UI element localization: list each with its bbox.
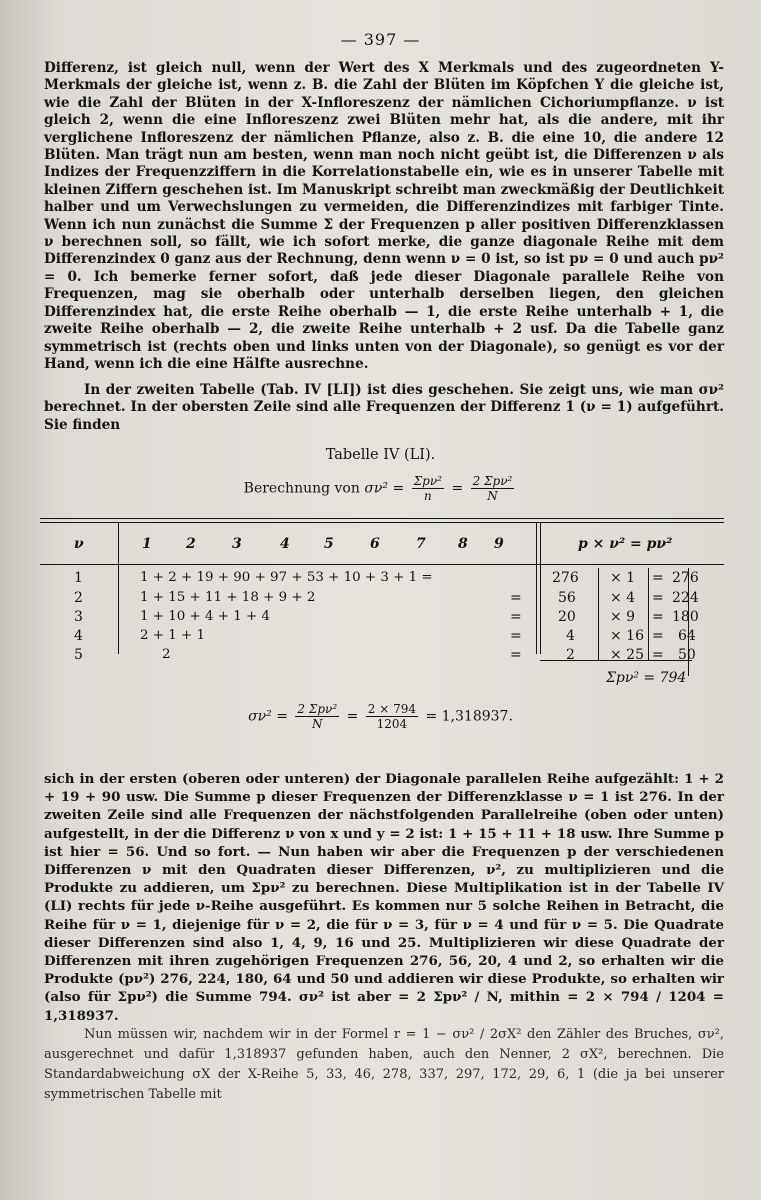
table-row-times: × 4: [610, 590, 636, 606]
table-header-nu: ν: [74, 536, 84, 552]
table-right-divider: [536, 522, 537, 654]
table-p-divider: [598, 568, 599, 660]
table-row-eq: =: [652, 590, 664, 606]
table-row-nu: 5: [74, 647, 83, 663]
paragraph-4: Nun müssen wir, nachdem wir in der Formel r = 1 − σν² / 2σX² den Zähler des Bruches, σν², ausgerechnet und dafür 1,318937 gefunden haben, auch den Nenner, 2 σX², berechnen. Die Standardabweichung σX der X-Reihe 5, 33, 46, 278, 337, 297, 172, 29, 6, 1 (die ja bei unserer symmetrischen Tabelle mit: [44, 1027, 724, 1102]
table-row-end: =: [510, 647, 522, 663]
table-row-nu: 2: [74, 590, 83, 606]
formula-fraction-2-numerator: 2 × 794: [367, 702, 417, 716]
table-header-product: p × ν² = pν²: [578, 536, 673, 552]
table-row-sum: 1 + 10 + 4 + 1 + 4: [140, 609, 271, 624]
table-row-nu: 1: [74, 570, 83, 586]
table-row-times: × 1: [610, 570, 636, 586]
formula-fraction-1: [295, 702, 339, 731]
paragraph-1: Differenz, ist gleich null, wenn der Wert des X Merkmals und des zugeordneten Y-Merkmals der gleiche ist, wenn z. B. die Zahl der Blüten im Köpfchen Y die gleiche ist, wie die Zahl der Blüten in der X-Infloreszenz der nämlichen Cichoriumpflanze. ν ist gleich 2, wenn die eine Infloreszenz zwei Blüten mehr hat, als die andere, mit ihr verglichene Infloreszenz der nämlichen Pflanze, also z. B. die eine 10, die andere 12 Blüten. Man trägt nun am besten, wenn man noch nicht geübt ist, die Differenzen ν als Indizes der Frequenzziffern in die Korrelationstabelle ein, wie es in unserer Tabelle mit kleinen Ziffern geschehen ist. Im Manuskript schreibt man zweckmäßig der Deutlichkeit halber und um Verwechslungen zu vermeiden, die Differenzindizes mit farbiger Tinte. Wenn ich nun zunächst die Summe Σ der Frequenzen p aller positiven Differenzklassen ν berechnen soll, so fällt, wie ich sofort merke, die ganze diagonale Reihe mit dem Differenzindex 0 ganz aus der Rechnung, denn wenn ν = 0 ist, so ist pν = 0 und auch pν² = 0. Ich bemerke ferner sofort, daß jede dieser Diagonale parallele Reihe von Frequenzen, mag sie oberhalb oder unterhalb derselben liegen, den gleichen Differenzindex hat, die erste Reihe oberhalb — 1, die erste Reihe unterhalb + 1, die zweite Reihe oberhalb — 2, die zweite Reihe unterhalb + 2 usf. Da die Tabelle ganz symmetrisch ist (rechts oben und links unten von der Diagonale), so genügt es vor der Hand, wenn ich die eine Hälfte ausrechne.: [44, 60, 724, 372]
table-caption-fraction-1: [412, 474, 444, 503]
formula-fraction-2-denominator: 1204: [376, 717, 408, 731]
table-row-eq: =: [652, 647, 664, 663]
formula-lhs: σν² =: [248, 708, 288, 725]
table-row-result: 50: [678, 647, 696, 663]
table-header-col: 6: [370, 536, 380, 552]
formula-fraction-1-numerator: 2 Σpν²: [297, 702, 338, 716]
table-row-nu: 3: [74, 609, 83, 625]
table-row-sum: 1 + 15 + 11 + 18 + 9 + 2: [140, 590, 316, 605]
table-row-result: 64: [678, 628, 696, 644]
formula-equals: =: [346, 708, 359, 725]
table-header-rule: [40, 564, 724, 565]
table-row-sum: 2 + 1 + 1: [140, 628, 206, 643]
table-row-eq: =: [652, 609, 664, 625]
table-header-col: 3: [232, 536, 242, 552]
table-row-times: × 25: [610, 647, 644, 663]
paragraph-2: In der zweiten Tabelle (Tab. IV [LI]) ist dies geschehen. Sie zeigt uns, wie man σν² berechnet. In der obersten Zeile sind alle Frequenzen der Differenz 1 (ν = 1) aufgeführt. Sie finden: [44, 382, 724, 433]
table-right-divider-2: [540, 522, 541, 654]
table-row-result: 276: [672, 570, 699, 586]
table-caption-fraction-1-denominator: n: [423, 489, 432, 503]
table-row-p: 20: [558, 609, 576, 625]
table-row-p: 276: [552, 570, 579, 586]
table-header-col: 9: [494, 536, 504, 552]
table-row-times: × 16: [610, 628, 644, 644]
table-row-sum: 2: [162, 647, 171, 662]
table-row-result: 224: [672, 590, 699, 606]
table-row-end: =: [510, 628, 522, 644]
formula-fraction-2: [366, 702, 418, 731]
table-total: Σpν² = 794: [606, 670, 687, 686]
table-caption-lhs: σν² =: [364, 480, 405, 497]
table-row-p: 2: [566, 647, 575, 663]
table-header-col: 7: [416, 536, 426, 552]
formula-fraction-1-denominator: N: [312, 717, 323, 731]
table-header-col: 8: [458, 536, 468, 552]
table-times-divider: [648, 568, 649, 660]
table-title: Tabelle IV (LI).: [325, 447, 436, 463]
page-number: — 397 —: [340, 30, 421, 49]
formula-result: = 1,318937.: [425, 708, 513, 725]
table-row-times: × 9: [610, 609, 636, 625]
table-header-col: 5: [324, 536, 334, 552]
table-caption-fraction-2: [471, 474, 515, 503]
table-header-col: 2: [186, 536, 196, 552]
table-caption-fraction-2-denominator: N: [487, 489, 498, 503]
table-caption: [0, 474, 761, 503]
paragraph-3: sich in der ersten (oberen oder unteren) der Diagonale parallelen Reihe aufgezählt: 1 + 2 + 19 + 90 usw. Die Summe p dieser Frequenzen der Differenzklasse ν = 1 ist 276. In der zweiten Zeile sind alle Frequenzen der nächstfolgenden Parallelreihe (oben oder unten) aufgestellt, in der die Differenz ν von x und y = 2 ist: 1 + 15 + 11 + 18 usw. Ihre Summe p ist hier = 56. Und so fort. — Nun haben wir aber die Frequenzen p der verschiedenen Differenzen ν mit den Quadraten dieser Differenzen, ν², zu multiplizieren und die Produkte zu addieren, um Σpν² zu berechnen. Diese Multiplikation ist in der Tabelle IV (LI) rechts für jede ν-Reihe ausgeführt. Es kommen nur 5 solche Reihen in Betracht, die Reihe für ν = 1, diejenige für ν = 2, die für ν = 3, für ν = 4 und für ν = 5. Die Quadrate dieser Differenzen sind also 1, 4, 9, 16 und 25. Multiplizieren wir diese Quadrate der Differenzen mit ihren zugehörigen Frequenzen 276, 56, 20, 4 und 2, so erhalten wir die Produkte (pν²) 276, 224, 180, 64 und 50 und addieren wir diese Produkte, so erhalten wir (also für Σpν²) die Summe 794. σν² ist aber = 2 Σpν² / N, mithin = 2 × 794 / 1204 = 1,318937.: [44, 771, 724, 1024]
table-row-sum: 1 + 2 + 19 + 90 + 97 + 53 + 10 + 3 + 1 =: [140, 570, 433, 585]
table-caption-prefix: Berechnung von: [243, 480, 360, 497]
table-header-col: 1: [142, 536, 152, 552]
calculation-table: [40, 518, 724, 698]
table-row-end: =: [510, 609, 522, 625]
table-top-rule: [40, 518, 724, 519]
table-caption-fraction-1-numerator: Σpν²: [413, 474, 442, 488]
table-caption-fraction-2-numerator: 2 Σpν²: [472, 474, 513, 488]
table-row-result: 180: [672, 609, 699, 625]
table-caption-equals: =: [451, 480, 464, 497]
table-row-eq: =: [652, 628, 664, 644]
table-left-divider: [118, 522, 119, 654]
table-row-nu: 4: [74, 628, 83, 644]
table-top-rule-2: [40, 522, 724, 523]
table-row-p: 4: [566, 628, 575, 644]
table-row-end: =: [510, 590, 522, 606]
table-header-col: 4: [280, 536, 290, 552]
table-row-eq: =: [652, 570, 664, 586]
formula-block: [0, 702, 761, 731]
table-row-p: 56: [558, 590, 576, 606]
